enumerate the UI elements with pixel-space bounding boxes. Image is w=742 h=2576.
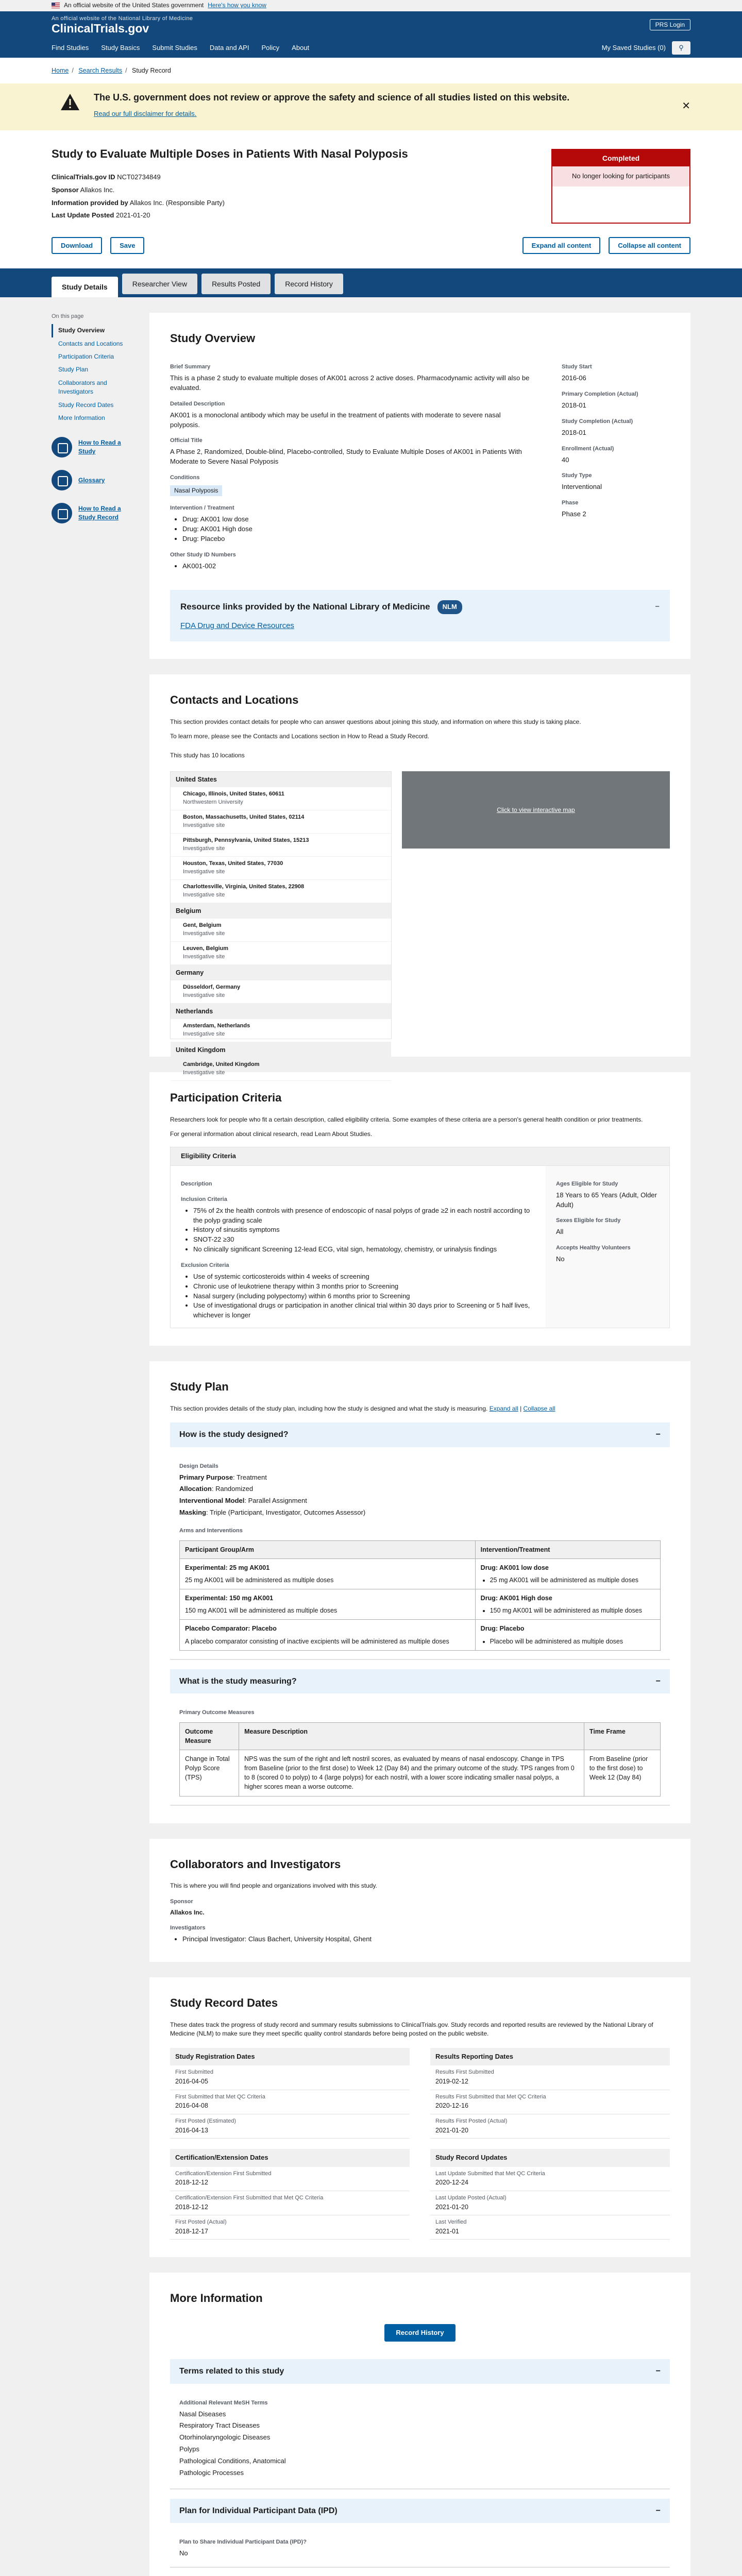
minus-icon: − [655,1430,661,1439]
elig-field-value: 18 Years to 65 Years (Adult, Older Adult) [556,1191,657,1209]
location-item [171,1019,391,1042]
section-title: Study Record Dates [170,1996,278,2009]
participation-section [149,1072,690,1346]
col-header: Measure Description [239,1722,584,1750]
minus-icon: − [655,2506,661,2515]
expand-all-button[interactable]: Expand all content [522,237,601,254]
country-header[interactable]: United Kingdom [171,1042,391,1058]
outcome-measure: Change in Total Polyp Score (TPS) [180,1750,239,1797]
date-key: Results First Submitted [435,2069,494,2076]
terms-accordion-header[interactable] [170,2359,670,2383]
glossary-icon [52,470,72,490]
design-row: Interventional Model: Parallel Assignment [179,1497,307,1505]
arm-name: Experimental: 25 mg AK001 [185,1564,270,1571]
overview-field-label: Phase [562,500,579,506]
overview-field-value: 2018-01 [562,401,586,409]
location-city: Düsseldorf, Germany [183,984,241,990]
help-label: Glossary [78,476,105,484]
date-row [170,2167,410,2191]
help-how-to-read[interactable] [52,437,129,457]
section-title: Contacts and Locations [170,693,299,707]
date-box-title: Certification/Extension Dates [170,2149,410,2167]
map-placeholder[interactable]: Click to view interactive map [402,771,670,849]
brief-summary-label: Brief Summary [170,364,211,370]
elig-field-label: Accepts Healthy Volunteers [556,1245,631,1251]
accordion-title: Plan for Individual Participant Data (IPD) [179,2506,338,2515]
design-key: Primary Purpose [179,1473,233,1481]
tab-researcher-view[interactable]: Researcher View [122,274,197,294]
design-row: Allocation: Randomized [179,1485,254,1493]
location-site: Investigative site [183,953,225,960]
criteria-item: • Chronic use of leukotriene therapy within 3 months prior to Screening [193,1282,535,1292]
sidebar-item[interactable]: Collaborators and Investigators [58,379,107,396]
search-icon[interactable]: ⚲ [672,41,690,55]
section-title: Study Overview [170,332,256,345]
location-city: Cambridge, United Kingdom [183,1061,260,1067]
description-label: Description [181,1180,212,1187]
investigator: • Principal Investigator: Claus Bachert, University Hospital, Ghent [182,1935,670,1944]
other-ids-label: Other Study ID Numbers [170,551,236,558]
date-box-title: Study Registration Dates [170,2048,410,2066]
date-key: Certification/Extension First Submitted [175,2170,272,2177]
criteria-item: • Use of investigational drugs or participation in another clinical trial within 30 days prior to Screening or 5 half lives, whichever is longer [193,1301,535,1320]
mesh-term: Otorhinolaryngologic Diseases [179,2433,271,2442]
date-value: 2016-04-13 [175,2126,208,2134]
overview-field-label: Study Start [562,364,592,370]
location-item [171,1058,391,1081]
collab-intro: This is where you will find people and organizations involved with this study. [170,1882,377,1890]
design-row: Masking: Triple (Participant, Investigator, Outcomes Assessor) [179,1509,366,1517]
fda-resource-link[interactable]: FDA Drug and Device Resources [180,621,294,630]
detailed-description-label: Detailed Description [170,400,225,407]
location-count: This study has 10 locations [170,751,245,759]
overview-field-label: Study Completion (Actual) [562,418,633,425]
accordion-title: How is the study designed? [179,1430,289,1439]
condition-chip[interactable]: Nasal Polyposis [170,485,222,496]
measures-accordion [170,1669,670,1806]
record-dates-section [149,1977,690,2257]
design-value: Parallel Assignment [248,1497,307,1505]
nav-item[interactable]: Study Basics [101,43,140,52]
contacts-learn: To learn more, please see the Contacts and Locations section in How to Read a Study Record. [170,732,429,740]
elig-field-value: All [556,1228,564,1236]
accordion-title: Terms related to this study [179,2367,284,2376]
date-row [430,2167,670,2191]
breadcrumb-current: Study Record [132,67,171,74]
date-row [170,2215,410,2240]
status-badge: Completed [552,150,689,166]
overview-field-value: Phase 2 [562,510,586,518]
location-city: Leuven, Belgium [183,945,229,952]
criteria-item: • Use of systemic corticosteroids within 4 weeks of screening [193,1272,535,1282]
date-value: 2018-12-17 [175,2227,208,2235]
nav-item[interactable]: About [292,43,310,52]
date-row [170,2065,410,2090]
contacts-intro: This section provides contact details for people who can answer questions about joining this study, and information on where this study is taking place. [170,718,581,726]
mesh-term: Polyps [179,2445,200,2453]
outcome-table [179,1722,661,1797]
sponsor-value: Allakos Inc. [170,1908,205,1916]
location-city: Chicago, Illinois, United States, 60611 [183,791,284,798]
collapse-all-button[interactable]: Collapse all content [609,237,690,254]
intervention-desc: • Placebo will be administered as multiple doses [490,1637,655,1646]
criteria-item: • No clinically significant Screening 12-lead ECG, vital sign, hematology, chemistry, or urinalysis findings [193,1245,535,1255]
nav-item[interactable]: Submit Studies [152,43,197,52]
date-value: 2018-12-12 [175,2203,208,2211]
ipd-answer: No [179,2549,188,2557]
official-title-label: Official Title [170,437,203,444]
overview-field-value: 2016-06 [562,374,586,382]
investigators-label: Investigators [170,1925,206,1931]
location-site: Investigative site [183,1030,225,1037]
location-city: Pittsburgh, Pennsylvania, United States, 15213 [183,837,309,844]
mesh-term: Nasal Diseases [179,2410,226,2418]
contacts-section [149,674,690,1076]
info-value: Allakos Inc. (Responsible Party) [129,198,225,207]
table-row [180,1750,661,1797]
gov-banner [0,0,742,11]
arm-desc: 25 mg AK001 will be administered as multiple doses [185,1577,334,1584]
save-button[interactable]: Save [110,237,144,254]
date-row [430,2090,670,2114]
date-value: 2016-04-08 [175,2102,208,2110]
section-title: More Information [170,2291,263,2304]
date-value: 2018-12-12 [175,2179,208,2187]
overview-field-label: Enrollment (Actual) [562,445,614,452]
collaborators-section [149,1839,690,1962]
section-title: Collaborators and Investigators [170,1857,341,1871]
intervention-item: • Drug: AK001 High dose [182,524,531,534]
location-site: Investigative site [183,869,225,875]
inclusion-label: Inclusion Criteria [181,1196,227,1202]
design-value: Treatment [237,1473,267,1481]
elig-field-value: No [556,1255,565,1263]
help-glossary[interactable] [52,470,129,490]
location-site: Investigative site [183,1069,225,1076]
info-label: Information provided by [52,198,128,207]
nlm-resource-box [170,590,670,642]
date-row [430,2114,670,2139]
notice-title: The U.S. government does not review or approve the safety and science of all studies listed on this website. [94,92,570,103]
section-title: Participation Criteria [170,1091,282,1105]
minus-icon[interactable]: − [655,602,660,612]
nav-item[interactable]: Policy [261,43,280,52]
plan-intro-text: This section provides details of the study plan, including how the study is designed and what the study is measuring. [170,1404,488,1412]
accordion-title: What is the study measuring? [179,1676,297,1686]
arm-cell [180,1589,476,1620]
expand-all-link[interactable]: Expand all [489,1404,518,1412]
prs-login-button[interactable]: PRS Login [650,19,690,30]
ipd-accordion [170,2499,670,2568]
primary-outcome-label: Primary Outcome Measures [179,1709,255,1716]
date-row [430,2191,670,2215]
table-row [180,1558,661,1589]
date-box [430,2149,670,2240]
date-key: Last Update Submitted that Met QC Criteria [435,2170,545,2177]
sidebar-item[interactable]: Participation Criteria [58,353,114,361]
tab-record-history[interactable]: Record History [275,274,343,294]
sponsor-label: Sponsor [170,1898,193,1905]
date-value: 2020-12-24 [435,2179,468,2187]
sponsor-name: Allakos Inc. [80,185,115,194]
mesh-term: Pathological Conditions, Anatomical [179,2456,286,2465]
arm-desc: 150 mg AK001 will be administered as multiple doses [185,1607,338,1615]
criteria-item: • History of sinusitis symptoms [193,1225,535,1235]
overview-field-value: 40 [562,455,569,464]
location-city: Charlottesville, Virginia, United States, 22908 [183,883,305,890]
brief-summary: This is a phase 2 study to evaluate multiple doses of AK001 across 2 active doses. Pharmacodynamic activity will also be evaluated. [170,374,530,392]
overview-field-label: Study Type [562,472,592,479]
sidebar-item[interactable]: More Information [58,414,105,421]
status-description: No longer looking for participants [552,166,689,187]
design-row: Primary Purpose: Treatment [179,1473,267,1481]
mesh-term: Respiratory Tract Diseases [179,2421,260,2430]
date-row [430,2215,670,2240]
intervention-name: Drug: AK001 High dose [480,1595,552,1602]
design-key: Interventional Model [179,1497,245,1505]
arms-label: Arms and Interventions [179,1527,243,1534]
criteria-item: • 75% of 2x the health controls with presence of endoscopic of nasal polyps of grade ≥2 in each nostril according to the polyp grading scale [193,1206,535,1226]
date-key: Last Update Posted (Actual) [435,2194,507,2201]
book-icon [52,437,72,457]
date-value: 2021-01 [435,2227,459,2235]
sidebar-item[interactable]: Study Plan [58,366,89,374]
measures-accordion-header[interactable] [170,1669,670,1693]
intervention-item: • Drug: AK001 low dose [182,515,531,524]
mesh-term: Pathologic Processes [179,2468,244,2477]
date-key: First Submitted that Met QC Criteria [175,2093,265,2100]
country-header[interactable]: United States [171,772,391,787]
design-value: Triple (Participant, Investigator, Outcomes Assessor) [210,1509,366,1517]
location-city: Houston, Texas, United States, 77030 [183,860,283,867]
date-box-title: Study Record Updates [430,2149,670,2167]
design-key: Allocation [179,1485,212,1493]
conditions-label: Conditions [170,474,200,481]
location-city: Gent, Belgium [183,922,222,928]
sidebar-item[interactable]: Contacts and Locations [58,340,123,347]
help-read-record[interactable] [52,503,129,523]
date-value: 2016-04-05 [175,2078,208,2086]
date-key: Results First Posted (Actual) [435,2117,508,2124]
location-list[interactable] [170,771,392,1076]
elig-field-label: Sexes Eligible for Study [556,1217,621,1224]
breadcrumb-home[interactable]: Home [52,67,69,74]
other-id: • AK001-002 [182,562,531,571]
sidebar-heading: On this page [52,313,84,320]
location-item [171,980,391,1004]
elig-learn: For general information about clinical research, read Learn About Studies. [170,1130,373,1138]
criteria-item: • Nasal surgery (including polypectomy) within 6 months prior to Screening [193,1292,535,1301]
dates-intro: These dates track the progress of study record and summary results submissions to ClinicalTrials.gov. Study records and reported results are reviewed by the National Library of Medicine (NLM) to make sure they meet specific quality control standards before being posted on the public website. [170,2021,653,2038]
date-value: 2020-12-16 [435,2102,468,2110]
nav-item[interactable]: Data and API [209,43,249,52]
elig-box-title: Eligibility Criteria [171,1147,669,1166]
date-box [430,2048,670,2139]
location-site: Investigative site [183,891,225,898]
location-city: Amsterdam, Netherlands [183,1022,250,1029]
breadcrumb: Home / Search Results / Study Record [52,67,171,74]
location-item [171,810,391,834]
design-value: Randomized [215,1485,254,1493]
intervention-name: Drug: AK001 low dose [480,1564,549,1571]
close-icon[interactable]: ✕ [682,100,690,112]
criteria-item: • SNOT-22 ≥30 [193,1235,535,1245]
date-box [170,2149,410,2240]
date-row [430,2065,670,2090]
location-item [171,919,391,942]
mesh-label: Additional Relevant MeSH Terms [179,2399,268,2406]
arm-cell [180,1620,476,1650]
sidebar [52,313,129,2576]
col-header: Time Frame [584,1722,660,1750]
document-icon [52,503,72,523]
location-item [171,880,391,903]
design-accordion-header[interactable] [170,1422,670,1447]
date-row [170,2090,410,2114]
table-row [180,1589,661,1620]
arm-name: Placebo Comparator: Placebo [185,1625,277,1633]
download-button[interactable]: Download [52,237,102,254]
date-value: 2021-01-20 [435,2126,468,2134]
arm-cell [180,1558,476,1589]
measure-description: NPS was the sum of the right and left nostril scores, as evaluated by means of nasal endoscopy. Change in TPS from Baseline (prior to the first dose) to Week 12 (Day 84) and the primary outcome of the study. TPS ranges from 0 to 8 (scored 0 to polyp) to 4 (large polyps) for each nostril, with a lower score indicating smaller nasal polyps, a higher scores mean a worse outcome. [239,1750,584,1797]
heres-how-link[interactable]: Here's how you know [208,2,266,9]
nlm-badge: NLM [437,600,462,614]
col-header: Intervention/Treatment [475,1540,660,1558]
sidebar-item[interactable]: Study Record Dates [58,401,114,409]
arms-table [179,1540,661,1651]
location-item [171,787,391,810]
overview-field-label: Primary Completion (Actual) [562,391,638,397]
design-details-label: Design Details [179,1463,218,1469]
date-row [170,2191,410,2215]
location-item [171,942,391,965]
intervention-desc: • 150 mg AK001 will be administered as multiple doses [490,1606,655,1615]
location-site: Investigative site [183,992,225,998]
location-site: Northwestern University [183,799,243,806]
intervention-cell [475,1589,660,1620]
disclaimer-notice [0,83,742,130]
date-row [170,2114,410,2139]
help-label: How to Read a Study [78,439,121,455]
detailed-description: AK001 is a monoclonal antibody which may be useful in the treatment of patients with moderate to severe nasal polyposis. [170,411,501,429]
date-box [170,2048,410,2139]
more-info-section [149,2273,690,2576]
site-logo[interactable] [52,15,193,35]
saved-studies-link[interactable]: My Saved Studies (0) [601,43,666,52]
official-title: A Phase 2, Randomized, Double-blind, Placebo-controlled, Study to Evaluate Multiple Doses of AK001 in Patients With Moderate to Severe Nasal Polyposis [170,448,522,466]
intervention-cell [475,1620,660,1650]
intervention-item: • Drug: Placebo [182,534,531,544]
elig-field-label: Ages Eligible for Study [556,1180,618,1187]
location-site: Investigative site [183,822,225,829]
breadcrumb-search-results[interactable]: Search Results [78,67,123,74]
logo-title: ClinicalTrials.gov [52,22,149,36]
location-site: Investigative site [183,930,225,937]
minus-icon: − [655,2367,661,2376]
last-update-label: Last Update Posted [52,211,114,219]
date-key: First Posted (Actual) [175,2218,227,2225]
logo-subtitle: An official website of the National Library of Medicine [52,15,193,22]
location-site: Investigative site [183,845,225,852]
time-frame: From Baseline (prior to the first dose) to Week 12 (Day 84) [584,1750,660,1797]
date-key: Results First Submitted that Met QC Criteria [435,2093,546,2100]
date-key: First Submitted [175,2069,213,2076]
arm-desc: A placebo comparator consisting of inactive excipients will be administered as multiple doses [185,1637,449,1645]
disclaimer-link[interactable]: Read our full disclaimer for details. [94,110,197,118]
warning-icon [60,93,80,111]
collapse-all-link[interactable]: Collapse all [523,1404,555,1412]
country-header[interactable]: Germany [171,965,391,980]
tab-study-details[interactable]: Study Details [52,277,118,297]
plan-intro: This section provides details of the study plan, including how the study is designed and what the study is measuring. Expand all | Collapse all [170,1404,555,1412]
design-accordion [170,1422,670,1659]
us-flag-icon [52,3,60,8]
record-history-button[interactable]: Record History [384,2324,455,2342]
overview-field-value: 2018-01 [562,428,586,436]
gov-banner-text: An official website of the United States government [64,2,204,9]
intervention-cell [475,1558,660,1589]
sponsor-label: Sponsor [52,185,79,194]
site-header [0,11,742,58]
date-key: Certification/Extension First Submitted that Met QC Criteria [175,2194,324,2201]
ipd-question: Plan to Share Individual Participant Data (IPD)? [179,2538,307,2545]
date-value: 2021-01-20 [435,2203,468,2211]
intervention-name: Drug: Placebo [480,1625,525,1633]
country-header[interactable]: Belgium [171,903,391,919]
date-value: 2019-02-12 [435,2078,468,2086]
help-label: How to Read a Study Record [78,505,121,521]
date-key: First Posted (Estimated) [175,2117,236,2124]
date-key: Last Verified [435,2218,467,2225]
last-update-value: 2021-01-20 [115,211,150,219]
minus-icon: − [655,1676,661,1686]
col-header: Participant Group/Arm [180,1540,476,1558]
design-key: Masking [179,1509,207,1517]
study-plan-section [149,1361,690,1823]
nav-item[interactable]: Find Studies [52,43,89,52]
recruitment-status [551,149,690,224]
intervention-desc: • 25 mg AK001 will be administered as multiple doses [490,1575,655,1585]
location-city: Boston, Massachusetts, United States, 02114 [183,814,305,821]
overview-field-value: Interventional [562,483,602,491]
study-overview-section [149,313,690,659]
date-box-title: Results Reporting Dates [430,2048,670,2066]
resource-title: Resource links provided by the National Library of Medicine [180,601,430,612]
sidebar-item[interactable]: Study Overview [52,324,129,337]
study-id: NCT02734849 [117,173,161,181]
exclusion-label: Exclusion Criteria [181,1262,229,1268]
location-item [171,834,391,857]
intervention-label: Intervention / Treatment [170,505,234,512]
ipd-accordion-header[interactable] [170,2499,670,2523]
study-tabs [0,268,742,297]
col-header: Outcome Measure [180,1722,239,1750]
arm-name: Experimental: 150 mg AK001 [185,1595,274,1602]
section-title: Study Plan [170,1380,229,1394]
terms-accordion [170,2359,670,2489]
study-title: Study to Evaluate Multiple Doses in Patients With Nasal Polyposis [52,147,408,161]
country-header[interactable]: Netherlands [171,1004,391,1019]
elig-intro: Researchers look for people who fit a certain description, called eligibility criteria. Some examples of these criteria are a person's general health condition or prior treatments. [170,1116,643,1124]
tab-results-posted[interactable]: Results Posted [201,274,271,294]
study-id-label: ClinicalTrials.gov ID [52,173,115,181]
table-row [180,1620,661,1650]
location-item [171,857,391,880]
